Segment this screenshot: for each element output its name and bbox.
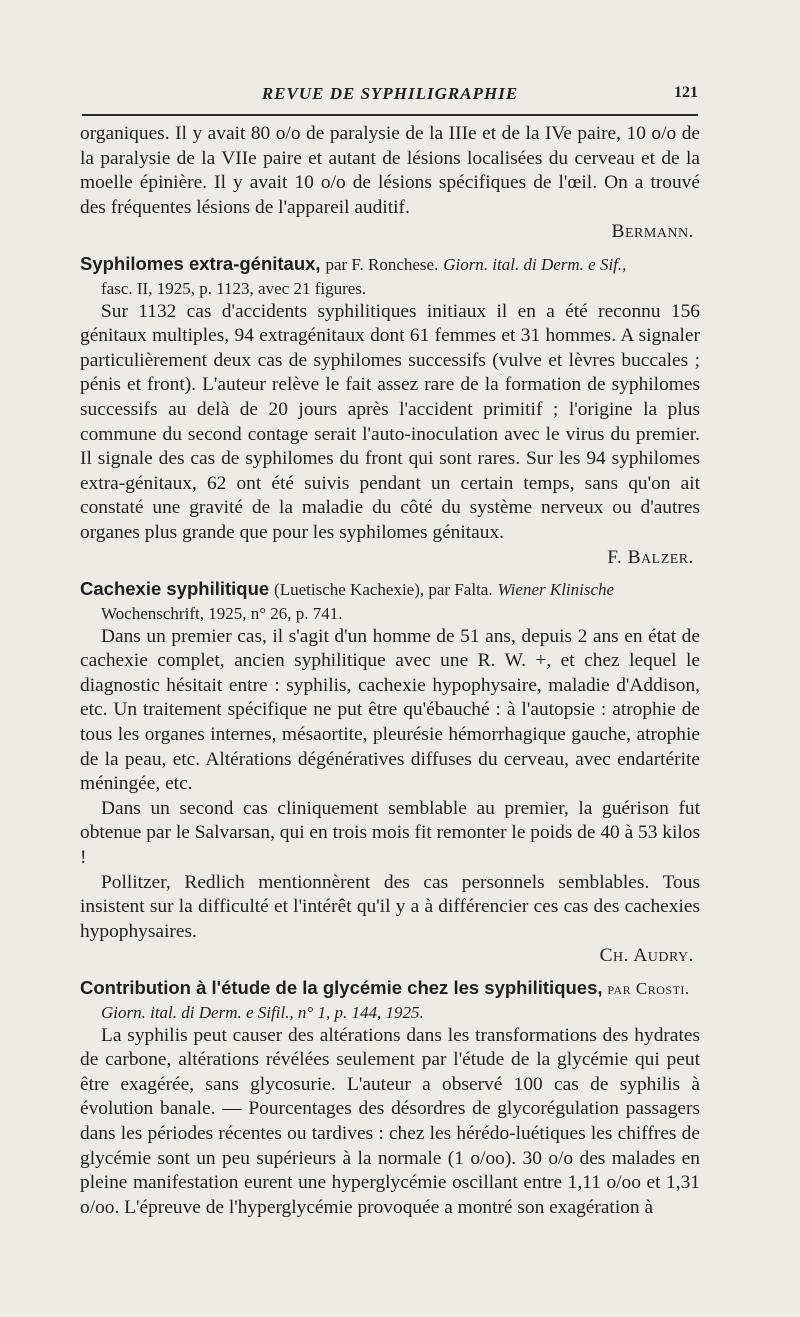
article-2-reference [80, 577, 700, 625]
article-2-paragraph-3: Pollitzer, Redlich mentionnèrent des cas personnels semblables. Tous insistent sur la difficulté et l'intérêt qu'il y a à différencier ces cas des cachexies hypophysaires. [80, 871, 700, 942]
article-3-ref-line2: Giorn. ital. di Derm. e Sifil., n° 1, p. 144, 1925. [101, 1002, 424, 1022]
article-1-ref-journal: Giorn. ital. di Derm. e Sif., [443, 254, 627, 274]
journal-title: REVUE DE SYPHILIGRAPHIE [261, 84, 519, 103]
article-2-ref-journal: Wiener Klinische [497, 580, 615, 600]
running-head [82, 84, 698, 108]
intro-signature-text: Bermann. [611, 221, 694, 243]
header-rule [82, 114, 698, 116]
page-number: 121 [674, 84, 698, 101]
intro-paragraph: organiques. Il y avait 80 o/o de paralysie de la IIIe et de la IVe paire, 10 o/o de la paralysie de la VIIe paire et autant de lésions localisées du cerveau et de la moelle épinière. Il y avait 10 o/o de lésions spécifiques de l'œil. On a trouvé des fréquentes lésions de l'appareil auditif. [80, 123, 700, 218]
article-2-title: Cachexie syphilitique [80, 578, 270, 600]
article-2-ref-plain: (Luetische Kachexie), par Falta. [274, 580, 493, 600]
article-2-ref-line2: Wochenschrift, 1925, n° 26, p. 741. [101, 603, 343, 623]
article-2-signature [80, 944, 694, 969]
page-body [80, 122, 700, 1220]
article-3-reference [80, 976, 700, 1024]
article-2-paragraph-1: Dans un premier cas, il s'agit d'un homme de 51 ans, depuis 2 ans en état de cachexie complet, ancien syphilitique avec une R. W. +, et chez lequel le diagnostic hésitait entre : syphilis, cachexie hypophysaire, maladie d'Addison, etc. Un traitement spécifique ne put être qu'ébauché : à l'autopsie : atrophie de tous les organes internes, mésaortite, pleurésie hémorrhagique gauche, atrophie de la peau, etc. Altérations dégénératives diffuses du cerveau, avec endartérite méningée, etc. [80, 625, 700, 795]
article-1-paragraph-1: Sur 1132 cas d'accidents syphilitiques initiaux il en a été reconnu 156 génitaux multiples, 94 extragénitaux dont 61 femmes et 31 hommes. A signaler particulièrement deux cas de syphilomes successifs (vulve et lèvres buccales ; pénis et front). L'auteur relève le fait assez rare de la formation de syphilomes successifs au delà de 20 jours après l'accident primitif ; l'origine la plus commune du second contage serait l'auto-inoculation avec le virus du premier. Il signale des cas de syphilomes du front qui sont rares. Sur les 94 syphilomes extra-génitaux, 62 ont été suivis pendant un certain temps, sans qu'on ait constaté une gravité de la maladie du côté du système nerveux ou d'autres organes plus grande que pour les syphilomes génitaux. [80, 300, 700, 543]
article-1-signature-text: F. Balzer. [607, 546, 694, 568]
article-3-ref-plain: par Crosti. [607, 979, 690, 998]
article-1-title: Syphilomes extra-génitaux, [80, 252, 321, 274]
article-1-ref-line2: fasc. II, 1925, p. 1123, avec 21 figures. [101, 278, 367, 298]
article-2-signature-text: Ch. Audry. [599, 945, 694, 967]
intro-signature [80, 220, 694, 245]
article-1-ref-plain: par F. Ronchese. [325, 254, 439, 274]
article-3-paragraph-1: La syphilis peut causer des altérations dans les transformations des hydrates de carbone, altérations révélées seulement par l'étude de la glycémie qui peut être exagérée, sans glycosurie. L'auteur a observé 100 cas de syphilis à évolution banale. — Pourcentages des désordres de glycorégulation passagers dans les périodes récentes ou tardives : chez les hérédo-luétiques les chiffres de glycémie sont un peu supérieurs à la normale (1 o/oo). 30 o/o des malades en pleine manifestation eurent une hyperglycémie oscillant entre 1,11 o/oo et 1,31 o/oo. L'épreuve de l'hyperglycémie provoquée a montré son exagération à [80, 1024, 700, 1218]
article-3-title: Contribution à l'étude de la glycémie chez les syphilitiques, [80, 977, 603, 998]
article-1-signature [80, 546, 694, 571]
article-1-reference [80, 252, 700, 300]
article-2-paragraph-2: Dans un second cas cliniquement semblable au premier, la guérison fut obtenue par le Salvarsan, qui en trois mois fit remonter le poids de 40 à 53 kilos ! [80, 797, 700, 869]
